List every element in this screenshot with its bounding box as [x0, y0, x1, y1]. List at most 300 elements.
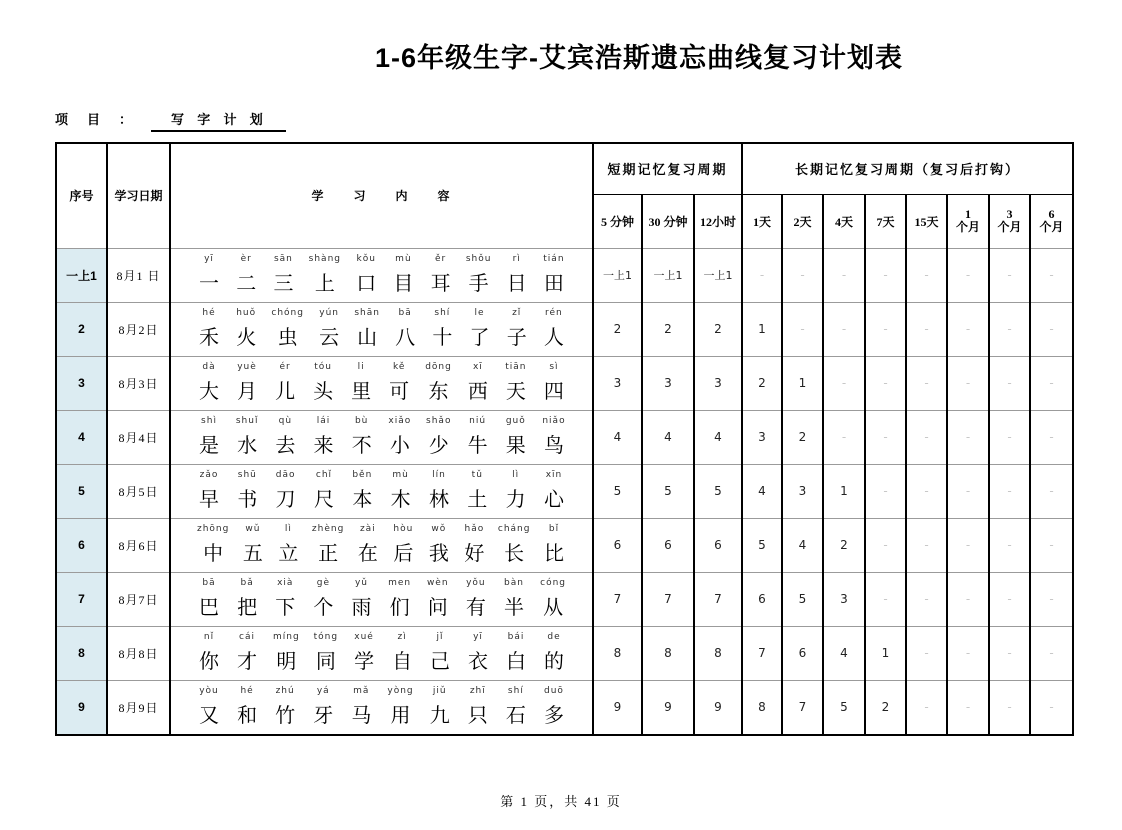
char-group [273, 415, 297, 459]
hanzi-char: 三 [273, 272, 294, 295]
short-term-value-cell: 一上1 [642, 248, 694, 302]
hanzi-char: 田 [543, 272, 564, 295]
hanzi-char: 四 [543, 380, 564, 403]
short-term-value-cell: 4 [642, 410, 694, 464]
hanzi-char: 们 [389, 596, 410, 619]
pinyin-label: le [474, 307, 485, 318]
pinyin-label: xué [354, 631, 374, 642]
short-term-value-cell: 5 [642, 464, 694, 518]
hanzi-char: 手 [468, 272, 489, 295]
pinyin-label: bù [354, 415, 369, 426]
hanzi-char: 正 [318, 542, 339, 565]
pinyin-label: tóu [314, 361, 332, 372]
char-group [542, 307, 566, 351]
char-group [234, 307, 258, 351]
serial-cell: 7 [56, 572, 107, 626]
hanzi-char: 水 [237, 434, 258, 457]
char-group [393, 307, 417, 351]
date-cell: 8月6日 [107, 518, 170, 572]
pinyin-label: lì [512, 469, 520, 480]
pinyin-label: hé [202, 307, 216, 318]
content-cell [170, 464, 593, 518]
long-term-value-cell: - [823, 356, 865, 410]
hanzi-char: 东 [428, 380, 449, 403]
content-cell [170, 518, 593, 572]
pinyin-label: tiān [505, 361, 527, 372]
short-term-value-cell: 3 [593, 356, 642, 410]
pinyin-label: rì [512, 253, 521, 264]
pinyin-label: sì [549, 361, 559, 372]
header-day4: 4天 [823, 194, 865, 248]
pinyin-label: wǔ [245, 523, 261, 534]
long-term-value-cell: 3 [782, 464, 823, 518]
header-day2: 2天 [782, 194, 823, 248]
content-row [197, 307, 566, 351]
char-group [274, 469, 298, 513]
header-month3-unit: 个月 [997, 220, 1022, 234]
pinyin-label: lì [284, 523, 292, 534]
char-group [273, 361, 297, 405]
content-cell [170, 248, 593, 302]
pinyin-label: de [547, 631, 561, 642]
hanzi-char: 巴 [199, 596, 219, 619]
pinyin-label: tǔ [471, 469, 483, 480]
long-term-value-cell: 5 [823, 680, 865, 735]
hanzi-char: 大 [199, 380, 219, 403]
hanzi-char: 的 [544, 650, 564, 673]
pinyin-label: zǎo [199, 469, 219, 480]
long-term-value-cell: - [865, 572, 906, 626]
table-row [56, 302, 1073, 356]
long-term-value-cell: - [989, 248, 1030, 302]
hanzi-char: 土 [467, 488, 488, 511]
pinyin-label: bái [507, 631, 525, 642]
char-group [428, 685, 452, 729]
hanzi-char: 个 [313, 596, 334, 619]
char-group [197, 361, 221, 405]
header-study-date: 学习日期 [107, 143, 170, 248]
char-group [504, 631, 528, 675]
long-term-value-cell: 2 [865, 680, 906, 735]
content-cell [170, 302, 593, 356]
long-term-value-cell: 2 [823, 518, 865, 572]
char-group [349, 361, 373, 405]
hanzi-char: 木 [390, 488, 411, 511]
long-term-value-cell: 1 [782, 356, 823, 410]
short-term-value-cell: 6 [694, 518, 742, 572]
char-group [387, 361, 411, 405]
serial-cell: 2 [56, 302, 107, 356]
char-group [235, 415, 259, 459]
hanzi-char: 火 [236, 326, 257, 349]
char-group [197, 631, 221, 675]
pinyin-label: lín [432, 469, 446, 480]
char-group [462, 523, 486, 567]
char-group [465, 469, 489, 513]
hanzi-char: 口 [356, 272, 377, 295]
pinyin-label: shū [237, 469, 257, 480]
hanzi-char: 上 [314, 272, 335, 295]
char-group [542, 361, 566, 405]
char-group [241, 523, 265, 567]
char-group [235, 361, 259, 405]
pinyin-label: xī [472, 361, 483, 372]
pinyin-label: shí [507, 685, 524, 696]
short-term-value-cell: 4 [593, 410, 642, 464]
long-term-value-cell: 8 [742, 680, 782, 735]
header-day7: 7天 [865, 194, 906, 248]
hanzi-char: 二 [236, 272, 257, 295]
pinyin-label: bǐ [548, 523, 560, 534]
hanzi-char: 可 [389, 380, 410, 403]
char-group [540, 577, 566, 621]
hanzi-char: 西 [467, 380, 488, 403]
date-cell: 8月9日 [107, 680, 170, 735]
hanzi-char: 只 [467, 704, 488, 727]
long-term-value-cell: 3 [742, 410, 782, 464]
char-group [350, 469, 374, 513]
char-group [388, 577, 412, 621]
char-group [466, 685, 490, 729]
pinyin-label: dà [202, 361, 216, 372]
long-term-value-cell: - [865, 464, 906, 518]
short-term-value-cell: 9 [593, 680, 642, 735]
short-term-value-cell: 7 [593, 572, 642, 626]
short-term-value-cell: 8 [593, 626, 642, 680]
header-study-content: 学 习 内 容 [170, 143, 593, 248]
hanzi-char: 从 [543, 596, 564, 619]
hanzi-char: 八 [395, 326, 416, 349]
short-term-value-cell: 2 [642, 302, 694, 356]
char-group [311, 361, 335, 405]
pinyin-label: shuǐ [235, 415, 259, 426]
hanzi-char: 日 [506, 272, 527, 295]
hanzi-char: 目 [393, 272, 414, 295]
hanzi-char: 了 [469, 326, 490, 349]
pinyin-label: yá [316, 685, 330, 696]
char-group [542, 469, 566, 513]
char-group [271, 307, 304, 351]
char-group [354, 253, 378, 297]
long-term-value-cell: - [782, 248, 823, 302]
long-term-value-cell: - [906, 626, 947, 680]
pinyin-label: yún [319, 307, 339, 318]
pinyin-label: hé [240, 685, 254, 696]
char-group [349, 685, 373, 729]
hanzi-char: 一 [199, 272, 219, 295]
date-cell: 8月8日 [107, 626, 170, 680]
hanzi-char: 儿 [275, 380, 296, 403]
hanzi-char: 少 [428, 434, 449, 457]
char-group [468, 307, 492, 351]
hanzi-char: 果 [505, 434, 526, 457]
short-term-value-cell: 8 [642, 626, 694, 680]
pinyin-label: li [357, 361, 365, 372]
header-day1: 1天 [742, 194, 782, 248]
pinyin-label: jiǔ [432, 685, 447, 696]
long-term-value-cell: - [865, 356, 906, 410]
pinyin-label: mù [395, 253, 412, 264]
serial-cell: 5 [56, 464, 107, 518]
pinyin-label: duō [543, 685, 564, 696]
short-term-value-cell: 3 [694, 356, 742, 410]
table-row [56, 464, 1073, 518]
hanzi-char: 下 [275, 596, 296, 619]
char-group [311, 577, 335, 621]
hanzi-char: 问 [427, 596, 448, 619]
table-row [56, 572, 1073, 626]
header-day15: 15天 [906, 194, 947, 248]
char-group [350, 415, 374, 459]
pinyin-label: yǔ [354, 577, 369, 588]
long-term-value-cell: 7 [742, 626, 782, 680]
hanzi-char: 才 [236, 650, 257, 673]
char-group [311, 685, 335, 729]
long-term-value-cell: - [989, 572, 1030, 626]
hanzi-char: 子 [506, 326, 527, 349]
char-group [388, 415, 412, 459]
char-group [312, 469, 336, 513]
hanzi-char: 云 [319, 326, 340, 349]
hanzi-char: 比 [543, 542, 564, 565]
long-term-value-cell: - [906, 680, 947, 735]
header-month6-unit: 个月 [1039, 220, 1064, 234]
hanzi-char: 马 [351, 704, 372, 727]
table-row [56, 518, 1073, 572]
serial-cell: 9 [56, 680, 107, 735]
pinyin-label: zì [397, 631, 407, 642]
long-term-value-cell: - [989, 302, 1030, 356]
long-term-value-cell: - [989, 680, 1030, 735]
char-group [273, 685, 297, 729]
hanzi-char: 牙 [313, 704, 334, 727]
char-group [354, 307, 380, 351]
short-term-value-cell: 8 [694, 626, 742, 680]
short-term-value-cell: 5 [694, 464, 742, 518]
pinyin-label: bā [398, 307, 412, 318]
char-group [391, 523, 415, 567]
pinyin-label: men [388, 577, 412, 588]
pinyin-label: huǒ [236, 307, 257, 318]
hanzi-char: 头 [313, 380, 334, 403]
pinyin-label: ér [279, 361, 291, 372]
char-group [389, 469, 413, 513]
long-term-value-cell: - [947, 464, 989, 518]
date-cell: 8月3日 [107, 356, 170, 410]
review-schedule-table [55, 142, 1074, 736]
long-term-value-cell: - [823, 410, 865, 464]
hanzi-char: 我 [428, 542, 449, 565]
char-group [235, 631, 259, 675]
long-term-value-cell: 3 [823, 572, 865, 626]
char-group [542, 523, 566, 567]
table-row [56, 626, 1073, 680]
long-term-value-cell: 2 [782, 410, 823, 464]
pinyin-label: shǒu [465, 253, 492, 264]
hanzi-char: 白 [506, 650, 527, 673]
long-term-value-cell: - [1030, 248, 1073, 302]
hanzi-char: 来 [313, 434, 334, 457]
long-term-value-cell: - [989, 518, 1030, 572]
pinyin-label: qù [278, 415, 293, 426]
hanzi-char: 去 [275, 434, 296, 457]
long-term-value-cell: 1 [823, 464, 865, 518]
pinyin-label: bǎ [240, 577, 254, 588]
pinyin-label: míng [272, 631, 300, 642]
serial-cell: 8 [56, 626, 107, 680]
header-short-term-group: 短期记忆复习周期 [593, 143, 742, 194]
header-month6-num: 6 [1048, 207, 1055, 221]
pinyin-label: shì [201, 415, 217, 426]
long-term-value-cell: - [1030, 356, 1073, 410]
long-term-value-cell: 4 [823, 626, 865, 680]
char-group [504, 415, 528, 459]
pinyin-label: yī [473, 631, 483, 642]
short-term-value-cell: 2 [593, 302, 642, 356]
short-term-value-cell: 一上1 [593, 248, 642, 302]
content-cell [170, 356, 593, 410]
short-term-value-cell: 6 [642, 518, 694, 572]
pinyin-label: niǎo [542, 415, 566, 426]
char-group [273, 631, 300, 675]
hanzi-char: 书 [237, 488, 258, 511]
page-indicator: 第 1 页，共 41 页 [500, 794, 622, 809]
long-term-value-cell: - [1030, 410, 1073, 464]
header-long-term-group: 长期记忆复习周期（复习后打钩） [742, 143, 1073, 194]
char-group [505, 307, 529, 351]
char-group [427, 523, 451, 567]
long-term-value-cell: - [906, 464, 947, 518]
hanzi-char: 人 [543, 326, 564, 349]
char-group [309, 253, 341, 297]
pinyin-label: xiǎo [388, 415, 412, 426]
table-row [56, 248, 1073, 302]
hanzi-char: 尺 [313, 488, 334, 511]
long-term-value-cell: - [989, 464, 1030, 518]
hanzi-char: 在 [357, 542, 378, 565]
hanzi-char: 又 [199, 704, 219, 727]
long-term-value-cell: 4 [742, 464, 782, 518]
table-header [56, 143, 1073, 248]
hanzi-char: 同 [315, 650, 336, 673]
char-group [427, 469, 451, 513]
pinyin-label: kǒu [356, 253, 376, 264]
pinyin-label: zhú [275, 685, 295, 696]
hanzi-char: 好 [464, 542, 485, 565]
long-term-value-cell: 6 [782, 626, 823, 680]
date-cell: 8月2日 [107, 302, 170, 356]
pinyin-label: kě [392, 361, 406, 372]
header-month1 [947, 194, 989, 248]
char-group [350, 577, 374, 621]
long-term-value-cell: - [947, 572, 989, 626]
short-term-value-cell: 9 [694, 680, 742, 735]
pinyin-label: sān [273, 253, 293, 264]
hanzi-char: 把 [237, 596, 258, 619]
header-12hr: 12小时 [694, 194, 742, 248]
pinyin-label: dāo [275, 469, 296, 480]
pinyin-label: guǒ [505, 415, 526, 426]
pinyin-label: mù [392, 469, 409, 480]
header-5min: 5 分钟 [593, 194, 642, 248]
long-term-value-cell: 6 [742, 572, 782, 626]
date-cell: 8月5日 [107, 464, 170, 518]
char-group [464, 577, 488, 621]
long-term-value-cell: - [947, 410, 989, 464]
hanzi-char: 小 [389, 434, 410, 457]
header-month3 [989, 194, 1030, 248]
short-term-value-cell: 一上1 [694, 248, 742, 302]
long-term-value-cell: - [823, 248, 865, 302]
hanzi-char: 学 [354, 650, 375, 673]
char-group [504, 685, 528, 729]
pinyin-label: wǒ [431, 523, 447, 534]
short-term-value-cell: 3 [642, 356, 694, 410]
serial-cell: 一上1 [56, 248, 107, 302]
content-cell [170, 572, 593, 626]
long-term-value-cell: - [989, 626, 1030, 680]
long-term-value-cell: - [906, 518, 947, 572]
hanzi-char: 虫 [277, 326, 298, 349]
long-term-value-cell: 7 [782, 680, 823, 735]
hanzi-char: 明 [276, 650, 297, 673]
long-term-value-cell: - [865, 302, 906, 356]
char-group [276, 523, 300, 567]
pinyin-label: tóng [313, 631, 339, 642]
serial-cell: 3 [56, 356, 107, 410]
pinyin-label: chóng [271, 307, 304, 318]
short-term-value-cell: 4 [694, 410, 742, 464]
pinyin-label: shàng [308, 253, 341, 264]
hanzi-char: 早 [199, 488, 219, 511]
long-term-value-cell: - [865, 518, 906, 572]
table-row [56, 356, 1073, 410]
char-group [356, 523, 380, 567]
long-term-value-cell: - [947, 680, 989, 735]
char-group [317, 307, 341, 351]
header-month6 [1030, 194, 1073, 248]
hanzi-char: 月 [237, 380, 258, 403]
hanzi-char: 刀 [275, 488, 296, 511]
pinyin-label: nǐ [203, 631, 215, 642]
pinyin-label: èr [240, 253, 252, 264]
date-cell: 8月7日 [107, 572, 170, 626]
hanzi-char: 心 [543, 488, 564, 511]
pinyin-label: ěr [435, 253, 447, 264]
short-term-value-cell: 7 [642, 572, 694, 626]
pinyin-label: hǎo [464, 523, 485, 534]
hanzi-char: 长 [504, 542, 525, 565]
long-term-value-cell: - [906, 356, 947, 410]
pinyin-label: yòu [199, 685, 219, 696]
content-row [197, 685, 566, 729]
long-term-value-cell: 2 [742, 356, 782, 410]
char-group [197, 577, 221, 621]
hanzi-char: 衣 [468, 650, 489, 673]
long-term-value-cell: 1 [865, 626, 906, 680]
char-group [466, 631, 490, 675]
hanzi-char: 本 [352, 488, 373, 511]
hanzi-char: 力 [505, 488, 526, 511]
long-term-value-cell: - [823, 302, 865, 356]
hanzi-char: 后 [393, 542, 414, 565]
long-term-value-cell: - [1030, 626, 1073, 680]
content-row [197, 523, 566, 567]
hanzi-char: 鸟 [543, 434, 564, 457]
pinyin-label: niú [469, 415, 487, 426]
char-group [235, 685, 259, 729]
hanzi-char: 多 [543, 704, 564, 727]
